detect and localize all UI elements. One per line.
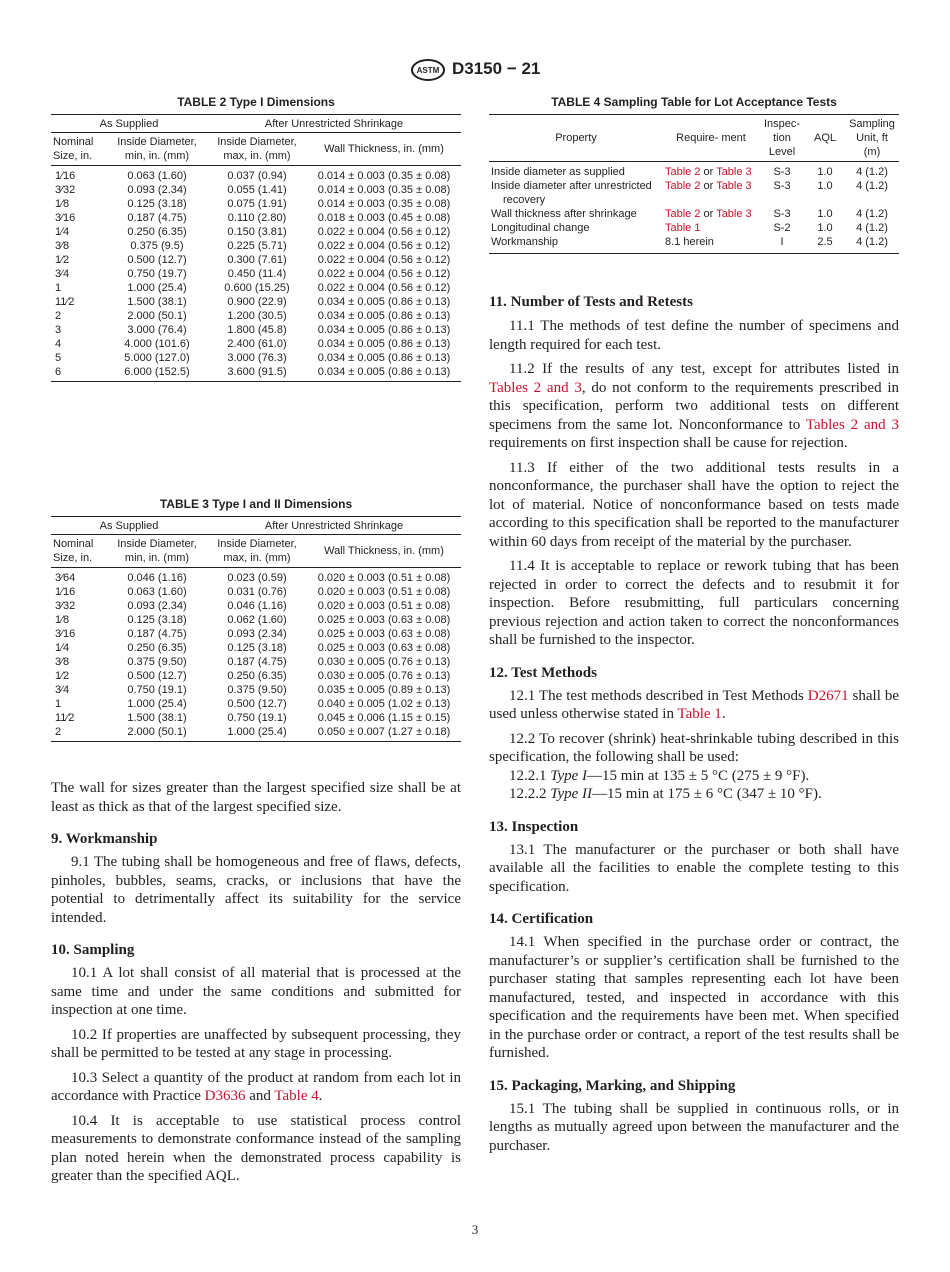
inside-max-cell: 0.150 (3.81) xyxy=(227,226,287,238)
inside-max-cell: 1.800 (45.8) xyxy=(227,324,287,336)
aql-cell: 1.0 xyxy=(817,180,833,192)
table-link[interactable]: Table 2 xyxy=(665,208,701,220)
inside-min-cell: 0.125 (3.18) xyxy=(127,198,187,210)
table3-group-as-supplied: As Supplied xyxy=(51,517,207,535)
inside-min-cell: 1.500 (38.1) xyxy=(127,296,187,308)
table-row xyxy=(51,239,461,253)
inside-min-cell: 0.750 (19.7) xyxy=(127,268,187,280)
wall-thickness-cell: 0.014 ± 0.003 (0.35 ± 0.08) xyxy=(317,170,451,182)
inside-max-cell: 0.900 (22.9) xyxy=(227,296,287,308)
table-row xyxy=(51,568,461,586)
nominal-size-cell: 2 xyxy=(55,310,62,322)
table-row xyxy=(51,225,461,239)
wall-thickness-cell: 0.014 ± 0.003 (0.35 ± 0.08) xyxy=(317,198,451,210)
nominal-size-cell: 1⁄4 xyxy=(55,226,70,238)
inside-min-cell: 0.093 (2.34) xyxy=(127,184,187,196)
table4-col-property: Property xyxy=(555,132,597,144)
wall-thickness-cell: 0.020 ± 0.003 (0.51 ± 0.08) xyxy=(317,572,451,584)
table3-col-inside-max: Inside Diameter, max, in. (mm) xyxy=(217,538,297,564)
inside-max-cell: 0.023 (0.59) xyxy=(227,572,287,584)
nominal-size-cell: 3⁄4 xyxy=(55,684,70,696)
inside-max-cell: 0.046 (1.16) xyxy=(227,600,287,612)
table-row xyxy=(51,655,461,669)
level-cell: I xyxy=(780,236,784,248)
inside-min-cell: 0.500 (12.7) xyxy=(127,254,187,266)
table-row xyxy=(51,267,461,281)
inside-min-cell: 3.000 (76.4) xyxy=(127,324,187,336)
table-row xyxy=(51,711,461,725)
link-tables-2-and-3-second[interactable]: Tables 2 and 3 xyxy=(805,416,900,433)
table-row xyxy=(51,323,461,337)
inside-max-cell: 0.250 (6.35) xyxy=(227,670,287,682)
link-tables-2-and-3[interactable]: Tables 2 and 3 xyxy=(489,379,582,396)
table2-col-nominal: Nominal Size, in. xyxy=(53,136,94,162)
nominal-size-cell: 5 xyxy=(55,352,62,364)
para-12-1: 12.1 The test methods described in Test Methods D2671 shall be used unless otherwise stated in Table 1. xyxy=(489,687,899,722)
table4-caption: TABLE 4 Sampling Table for Lot Acceptance Tests xyxy=(551,95,837,109)
table-row xyxy=(51,211,461,225)
wall-thickness-cell: 0.025 ± 0.003 (0.63 ± 0.08) xyxy=(317,642,451,654)
table-row xyxy=(489,179,899,207)
astm-logo xyxy=(410,58,446,82)
wall-thickness-cell: 0.020 ± 0.003 (0.51 ± 0.08) xyxy=(317,586,451,598)
requirement-cell: Table 2 or Table 3 xyxy=(665,166,752,178)
table-link[interactable]: Table 2 xyxy=(665,180,701,192)
inside-min-cell: 0.750 (19.1) xyxy=(127,684,187,696)
table2-col-wall: Wall Thickness, in. (mm) xyxy=(324,143,444,155)
nominal-size-cell: 11⁄2 xyxy=(55,296,75,308)
nominal-size-cell: 3⁄32 xyxy=(55,184,76,196)
property-cell: Wall thickness after shrinkage xyxy=(491,208,637,220)
inside-min-cell: 1.000 (25.4) xyxy=(127,698,187,710)
nominal-size-cell: 3⁄8 xyxy=(55,656,70,668)
para-10-4: 10.4 It is acceptable to use statistical process control measurements to demonstrate conformance instead of the sampling plan noted herein when the demonstrated process capability is greater than the specified AQL. xyxy=(51,1112,461,1184)
inside-max-cell: 2.400 (61.0) xyxy=(227,338,287,350)
para-11-1: 11.1 The methods of test define the number of specimens and length required for each test. xyxy=(489,318,899,353)
left-column-text xyxy=(51,779,461,1186)
inside-min-cell: 1.500 (38.1) xyxy=(127,712,187,724)
para-11-4: 11.4 It is acceptable to replace or rework tubing that has been rejected in order to correct the defects and to resubmit it for inspection. Before resubmitting, full particulars concerning previous rejection and action taken to correct the nonconformances shall be furnished to the inspector. xyxy=(489,558,899,648)
inside-max-cell: 3.000 (76.3) xyxy=(227,352,287,364)
table4 xyxy=(489,114,899,254)
table-row xyxy=(51,281,461,295)
level-cell: S-3 xyxy=(773,180,791,192)
link-d3636[interactable]: D3636 xyxy=(204,1088,246,1104)
table-row xyxy=(489,235,899,254)
nominal-size-cell: 3⁄8 xyxy=(55,240,70,252)
inside-max-cell: 0.110 (2.80) xyxy=(227,212,287,224)
requirement-cell: 8.1 herein xyxy=(665,236,714,248)
table-row xyxy=(51,295,461,309)
section-11-title: 11. Number of Tests and Retests xyxy=(489,294,693,310)
nominal-size-cell: 3⁄32 xyxy=(55,600,76,612)
inside-min-cell: 0.063 (1.60) xyxy=(127,170,187,182)
inside-max-cell: 0.600 (15.25) xyxy=(224,282,290,294)
section-10-title: 10. Sampling xyxy=(51,942,135,958)
wall-thickness-cell: 0.034 ± 0.005 (0.86 ± 0.13) xyxy=(317,366,451,378)
requirement-cell: Table 2 or Table 3 xyxy=(665,180,752,192)
wall-thickness-cell: 0.022 ± 0.004 (0.56 ± 0.12) xyxy=(317,268,451,280)
section-13-title: 13. Inspection xyxy=(489,818,579,835)
inside-max-cell: 1.200 (30.5) xyxy=(227,310,287,322)
para-11-2: 11.2 If the results of any test, except for attributes listed in Tables 2 and 3, do not conform to the requirements prescribed in this specification, perform two additional tests on different specimens from the same lot. Nonconformance to Tables 2 and 3 requirements on first inspection shall be cause for rejection. xyxy=(489,361,900,451)
wall-thickness-cell: 0.045 ± 0.006 (1.15 ± 0.15) xyxy=(317,712,451,724)
requirement-cell: Table 2 or Table 3 xyxy=(665,208,752,220)
inside-min-cell: 0.250 (6.35) xyxy=(127,642,187,654)
nominal-size-cell: 2 xyxy=(55,726,62,738)
table-row xyxy=(489,207,899,221)
nominal-size-cell: 1 xyxy=(55,282,62,294)
table3-col-wall: Wall Thickness, in. (mm) xyxy=(324,545,444,557)
para-10-3: 10.3 Select a quantity of the product at random from each lot in accordance with Practice D3636 and Table 4. xyxy=(51,1069,461,1104)
nominal-size-cell: 1⁄2 xyxy=(55,254,70,266)
wall-thickness-cell: 0.022 ± 0.004 (0.56 ± 0.12) xyxy=(317,254,451,266)
table-row xyxy=(51,641,461,655)
table2-col-inside-max: Inside Diameter, max, in. (mm) xyxy=(217,136,297,162)
inside-min-cell: 0.046 (1.16) xyxy=(127,572,187,584)
inside-max-cell: 0.500 (12.7) xyxy=(227,698,287,710)
table2-col-inside-min: Inside Diameter, min, in. (mm) xyxy=(117,136,197,162)
wall-thickness-cell: 0.035 ± 0.005 (0.89 ± 0.13) xyxy=(317,684,451,696)
para-10-1: 10.1 A lot shall consist of all material that is processed at the same time and under the same conditions and submitted for inspection at one time. xyxy=(51,965,461,1018)
para-14-1: 14.1 When specified in the purchase order or contract, the manufacturer’s or supplier’s certification shall be furnished to the purchaser stating that samples representing each lot have been manufactured, tested, and inspected in accordance with this specification and the requirements have been met. When specified in the purchase order or contract, a report of the test results shall be furnished. xyxy=(489,934,899,1061)
table-row xyxy=(51,337,461,351)
inside-min-cell: 5.000 (127.0) xyxy=(124,352,190,364)
inside-max-cell: 0.450 (11.4) xyxy=(227,268,287,280)
wall-thickness-cell: 0.018 ± 0.003 (0.45 ± 0.08) xyxy=(317,212,451,224)
right-column-text xyxy=(489,293,899,1155)
inside-max-cell: 0.750 (19.1) xyxy=(227,712,287,724)
inside-min-cell: 0.250 (6.35) xyxy=(127,226,187,238)
wall-thickness-cell: 0.025 ± 0.003 (0.63 ± 0.08) xyxy=(317,628,451,640)
nominal-size-cell: 1⁄16 xyxy=(55,586,76,598)
table-row xyxy=(51,683,461,697)
table3-col-inside-min: Inside Diameter, min, in. (mm) xyxy=(117,538,197,564)
inside-max-cell: 0.037 (0.94) xyxy=(227,170,287,182)
inside-max-cell: 0.075 (1.91) xyxy=(227,198,287,210)
property-cell: Inside diameter as supplied xyxy=(491,166,625,178)
section-12-title: 12. Test Methods xyxy=(489,664,597,681)
requirement-cell xyxy=(663,221,759,235)
para-12-2-2: 12.2.2 Type II—15 min at 175 ± 6 °C (347 ± 10 °F). xyxy=(509,786,822,802)
inside-max-cell: 1.000 (25.4) xyxy=(227,726,287,738)
unit-cell: 4 (1.2) xyxy=(856,222,888,234)
nominal-size-cell: 1⁄8 xyxy=(55,614,70,626)
table-row xyxy=(51,585,461,599)
table2-caption: TABLE 2 Type I Dimensions xyxy=(177,95,335,109)
inside-min-cell: 0.093 (2.34) xyxy=(127,600,187,612)
nominal-size-cell: 1⁄16 xyxy=(55,170,76,182)
table-link[interactable]: Table 3 xyxy=(716,208,752,220)
aql-cell: 2.5 xyxy=(817,236,833,248)
inside-min-cell: 1.000 (25.4) xyxy=(127,282,187,294)
wall-thickness-cell: 0.022 ± 0.004 (0.56 ± 0.12) xyxy=(317,282,451,294)
document-id: D3150 − 21 xyxy=(452,59,541,78)
section-9-title: 9. Workmanship xyxy=(51,831,158,847)
unit-cell: 4 (1.2) xyxy=(856,208,888,220)
table4-col-aql: AQL xyxy=(813,132,836,144)
unit-cell: 4 (1.2) xyxy=(856,166,888,178)
inside-min-cell: 2.000 (50.1) xyxy=(127,310,187,322)
inside-max-cell: 0.187 (4.75) xyxy=(227,656,287,668)
nominal-size-cell: 3⁄4 xyxy=(55,268,70,280)
table-row xyxy=(51,166,461,184)
nominal-size-cell: 6 xyxy=(55,366,62,378)
table4-col-inspection: Inspec- tion Level xyxy=(763,118,801,158)
inside-min-cell: 0.500 (12.7) xyxy=(127,670,187,682)
level-cell: S-3 xyxy=(773,208,791,220)
wall-thickness-cell: 0.034 ± 0.005 (0.86 ± 0.13) xyxy=(317,338,451,350)
table-row xyxy=(51,183,461,197)
table-row xyxy=(489,162,899,180)
wall-thickness-cell: 0.034 ± 0.005 (0.86 ± 0.13) xyxy=(317,324,451,336)
wall-thickness-cell: 0.022 ± 0.004 (0.56 ± 0.12) xyxy=(317,240,451,252)
inside-max-cell: 0.055 (1.41) xyxy=(227,184,287,196)
aql-cell: 1.0 xyxy=(817,222,833,234)
nominal-size-cell: 4 xyxy=(55,338,62,350)
nominal-size-cell: 11⁄2 xyxy=(55,712,75,724)
wall-thickness-cell: 0.014 ± 0.003 (0.35 ± 0.08) xyxy=(317,184,451,196)
inside-max-cell: 0.300 (7.61) xyxy=(227,254,287,266)
table-row xyxy=(51,197,461,211)
table-row xyxy=(51,599,461,613)
wall-thickness-cell: 0.030 ± 0.005 (0.76 ± 0.13) xyxy=(317,670,451,682)
inside-min-cell: 0.375 (9.50) xyxy=(127,656,187,668)
table3-group-after: After Unrestricted Shrinkage xyxy=(207,517,461,535)
nominal-size-cell: 1⁄2 xyxy=(55,670,70,682)
nominal-size-cell: 1⁄8 xyxy=(55,198,70,210)
link-table-1[interactable]: Table 1 xyxy=(677,706,722,722)
table2-group-after: After Unrestricted Shrinkage xyxy=(207,115,461,133)
wall-thickness-cell: 0.034 ± 0.005 (0.86 ± 0.13) xyxy=(317,296,451,308)
para-12-2-1: 12.2.1 Type I—15 min at 135 ± 5 °C (275 ± 9 °F). xyxy=(509,767,810,784)
inside-max-cell: 0.062 (1.60) xyxy=(227,614,287,626)
table-link[interactable]: Table 3 xyxy=(716,180,752,192)
unit-cell: 4 (1.2) xyxy=(856,236,888,248)
property-cell: Longitudinal change xyxy=(491,222,590,234)
wall-thickness-cell: 0.030 ± 0.005 (0.76 ± 0.13) xyxy=(317,656,451,668)
link-table-4[interactable]: Table 4 xyxy=(274,1088,319,1104)
table3 xyxy=(51,516,461,742)
para-9-1: 9.1 The tubing shall be homogeneous and free of flaws, defects, pinholes, bubbles, seams, cracks, or inclusions that have the potential to detrimentally affect its suitability for the service intended. xyxy=(51,854,461,926)
para-12-2: 12.2 To recover (shrink) heat-shrinkable tubing described in this specification, the following shall be used: xyxy=(489,730,899,765)
inside-min-cell: 0.375 (9.5) xyxy=(130,240,184,252)
inside-min-cell: 6.000 (152.5) xyxy=(124,366,190,378)
inside-max-cell: 0.031 (0.76) xyxy=(227,586,287,598)
nominal-size-cell: 3⁄64 xyxy=(55,572,76,584)
table-row xyxy=(51,351,461,365)
section-14-title: 14. Certification xyxy=(489,911,594,927)
wall-thickness-cell: 0.025 ± 0.003 (0.63 ± 0.08) xyxy=(317,614,451,626)
inside-min-cell: 4.000 (101.6) xyxy=(124,338,190,350)
table-row xyxy=(51,725,461,742)
inside-max-cell: 3.600 (91.5) xyxy=(227,366,287,378)
wall-thickness-cell: 0.040 ± 0.005 (1.02 ± 0.13) xyxy=(317,698,451,710)
table2-group-as-supplied: As Supplied xyxy=(51,115,207,133)
table4-col-sampling: Sampling Unit, ft (m) xyxy=(849,118,895,158)
aql-cell: 1.0 xyxy=(817,166,833,178)
para-11-3: 11.3 If either of the two additional tests results in a nonconformance, the purchaser shall have the option to reject the lot of material. Notice of nonconformance based on tests made according to this specification shall be reported to the manufacturer within 60 days from receipt of the material by the purchaser. xyxy=(489,459,899,550)
link-d2671[interactable]: D2671 xyxy=(807,687,849,704)
table-row xyxy=(51,697,461,711)
table-row xyxy=(51,627,461,641)
logo-text: ASTM xyxy=(416,66,440,75)
inside-max-cell: 0.125 (3.18) xyxy=(227,642,287,654)
inside-min-cell: 0.187 (4.75) xyxy=(127,628,187,640)
section-15-title: 15. Packaging, Marking, and Shipping xyxy=(489,1077,736,1094)
table-row xyxy=(51,669,461,683)
nominal-size-cell: 3⁄16 xyxy=(55,212,76,224)
table3-caption: TABLE 3 Type I and II Dimensions xyxy=(159,497,353,511)
table-row xyxy=(51,613,461,627)
nominal-size-cell: 3⁄16 xyxy=(55,628,76,640)
inside-min-cell: 0.063 (1.60) xyxy=(127,586,187,598)
page-number: 3 xyxy=(471,1222,479,1237)
wall-paragraph: The wall for sizes greater than the largest specified size shall be at least as thick as that of the largest specified size. xyxy=(51,780,461,815)
table-row xyxy=(51,309,461,323)
inside-max-cell: 0.093 (2.34) xyxy=(227,628,287,640)
inside-min-cell: 0.125 (3.18) xyxy=(127,614,187,626)
property-cell: Inside diameter after unrestricted recovery xyxy=(491,180,652,206)
inside-max-cell: 0.375 (9.50) xyxy=(227,684,287,696)
wall-thickness-cell: 0.034 ± 0.005 (0.86 ± 0.13) xyxy=(317,352,451,364)
nominal-size-cell: 3 xyxy=(55,324,62,336)
table-link[interactable]: Table 1 xyxy=(665,222,701,234)
para-13-1: 13.1 The manufacturer or the purchaser or both shall have available all the facilities to enable the complete testing to this specification. xyxy=(489,841,899,895)
wall-thickness-cell: 0.050 ± 0.007 (1.27 ± 0.18) xyxy=(317,726,451,738)
table2 xyxy=(51,114,461,382)
inside-min-cell: 2.000 (50.1) xyxy=(127,726,187,738)
inside-min-cell: 0.187 (4.75) xyxy=(127,212,187,224)
table4-col-requirement: Require- ment xyxy=(676,132,746,144)
level-cell: S-2 xyxy=(773,222,791,234)
table-row xyxy=(51,365,461,382)
nominal-size-cell: 1 xyxy=(55,698,62,710)
wall-thickness-cell: 0.022 ± 0.004 (0.56 ± 0.12) xyxy=(317,226,451,238)
wall-thickness-cell: 0.034 ± 0.005 (0.86 ± 0.13) xyxy=(317,310,451,322)
aql-cell: 1.0 xyxy=(817,208,833,220)
level-cell: S-3 xyxy=(773,166,791,178)
table-link[interactable]: Table 2 xyxy=(665,166,701,178)
table3-col-nominal: Nominal Size, in. xyxy=(53,538,94,564)
property-cell: Workmanship xyxy=(491,236,559,248)
wall-thickness-cell: 0.020 ± 0.003 (0.51 ± 0.08) xyxy=(317,600,451,612)
para-15-1: 15.1 The tubing shall be supplied in continuous rolls, or in lengths as mutually agreed upon between the manufacturer and the purchaser. xyxy=(489,1100,899,1154)
table-link[interactable]: Table 3 xyxy=(716,166,752,178)
table-row xyxy=(51,253,461,267)
page-header xyxy=(0,58,950,82)
nominal-size-cell: 1⁄4 xyxy=(55,642,70,654)
unit-cell: 4 (1.2) xyxy=(856,180,888,192)
table-row xyxy=(489,221,899,235)
inside-max-cell: 0.225 (5.71) xyxy=(227,240,287,252)
para-10-2: 10.2 If properties are unaffected by subsequent processing, they shall be permitted to be tested at any stage in processing. xyxy=(51,1026,461,1061)
